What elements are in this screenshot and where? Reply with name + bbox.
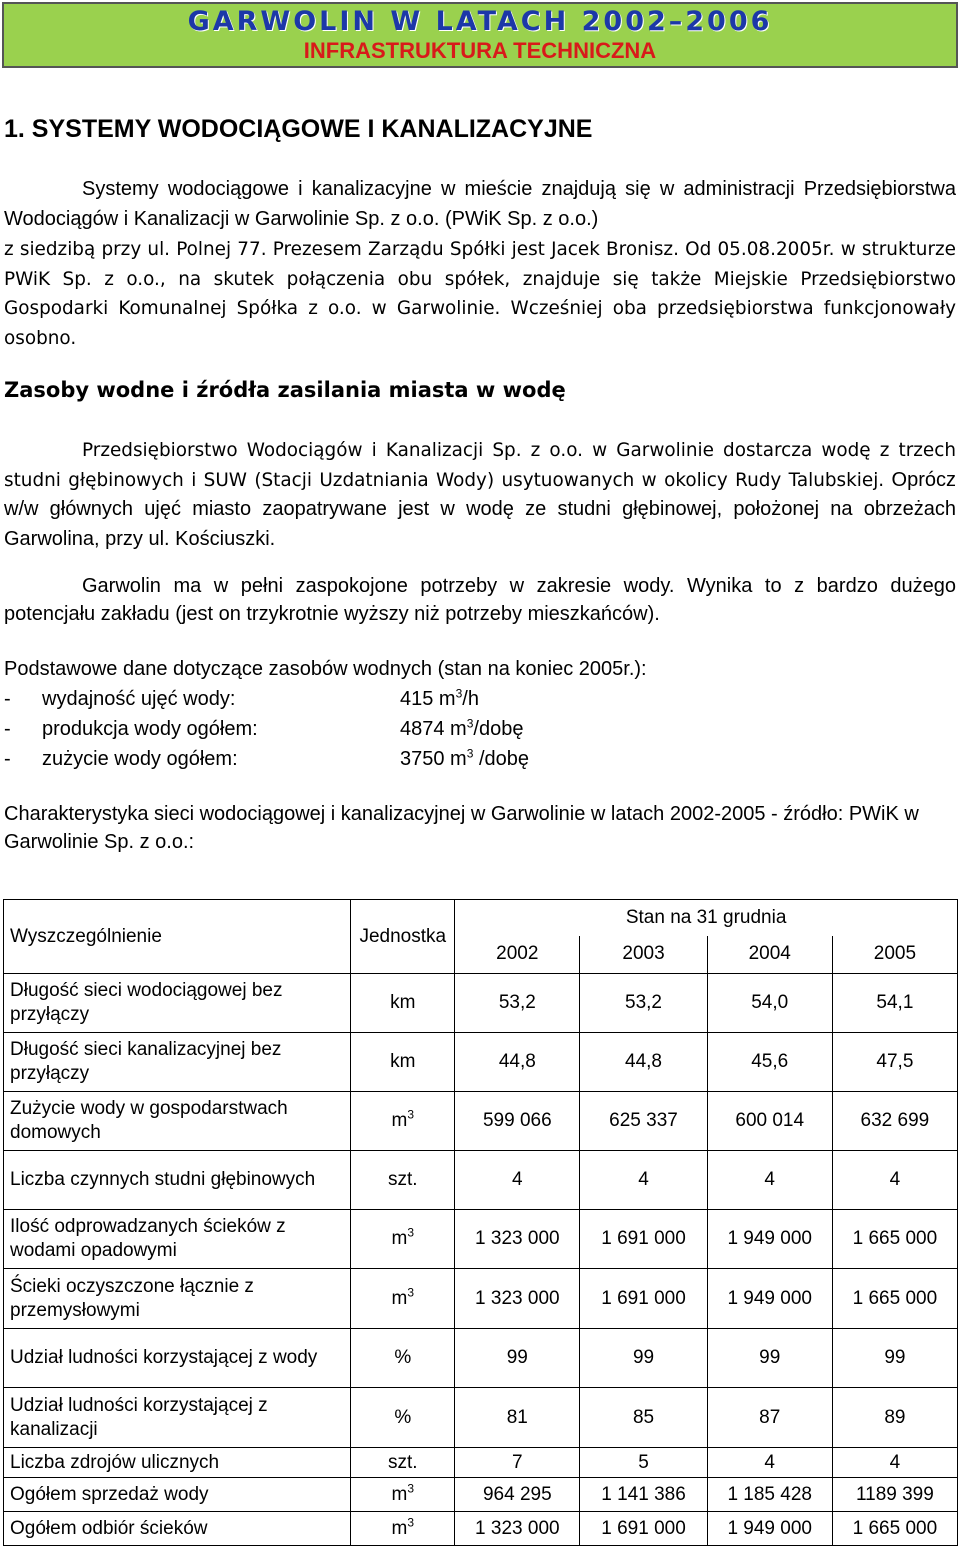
- stat-value-unit: /dobę: [473, 748, 530, 770]
- row-value: 1 323 000: [455, 1512, 580, 1546]
- row-value: 4: [580, 1151, 707, 1210]
- row-unit: [351, 974, 455, 1033]
- stat-label: produkcja wody ogółem:: [42, 718, 258, 740]
- water-paragraph-3: Podstawowe dane dotyczące zasobów wodnych (stan na koniec 2005r.):: [4, 658, 647, 680]
- water-paragraph-2: Garwolin ma w pełni zaspokojone potrzeby w zakresie wody. Wynika to z bardzo dużego potencjału zakładu (jest on trzykrotnie wyższy niż potrzeby mieszkańców).: [4, 575, 956, 625]
- row-label: Długość sieci kanalizacyjnej bez przyłączy: [4, 1033, 351, 1092]
- stat-value-unit: /dobę: [473, 718, 524, 740]
- row-value: 5: [580, 1448, 707, 1478]
- table-row: [4, 1269, 958, 1329]
- header-year: 2002: [455, 936, 580, 974]
- intro-paragraph-part2: z siedzibą przy ul. Polnej 77. Prezesem Zarządu Spółki jest Jacek Bronisz. Od 05.08.2005r. w strukturze PWiK Sp. z o.o., na skutek połączenia obu spółek, znajduje się także Miejskie Przedsiębiorstwo Gospodarki Komunalnej Spółka z o.o. w Garwolinie. Wcześniej oba przedsiębiorstwa funkcjonowały osobno.: [4, 239, 956, 349]
- row-unit-text: m: [391, 1228, 408, 1249]
- table-row: [4, 1092, 958, 1151]
- row-value: 53,2: [455, 974, 580, 1033]
- row-label: Długość sieci wodociągowej bez przyłączy: [4, 974, 351, 1033]
- row-unit: [351, 1448, 455, 1478]
- stat-value: [400, 714, 523, 744]
- table-row: [4, 1151, 958, 1210]
- intro-paragraph-part1: Systemy wodociągowe i kanalizacyjne w mieście znajdują się w administracji Przedsiębiorstwa Wodociągów i Kanalizacji w Garwolinie Sp. z o.o. (PWiK Sp. z o.o.): [4, 178, 956, 230]
- row-unit-text: km: [390, 1051, 416, 1072]
- row-value: 600 014: [707, 1092, 832, 1151]
- header-item: Wyszczególnienie: [4, 900, 351, 974]
- list-dash: -: [4, 748, 11, 770]
- table-row: [4, 1388, 958, 1448]
- row-label: Ogółem odbiór ścieków: [4, 1512, 351, 1546]
- row-unit: [351, 1478, 455, 1512]
- row-value: 1 691 000: [580, 1512, 707, 1546]
- stat-value-number: 4874 m: [400, 718, 467, 740]
- row-label: Liczba czynnych studni głębinowych: [4, 1151, 351, 1210]
- section-heading: 1. SYSTEMY WODOCIĄGOWE I KANALIZACYJNE: [4, 115, 593, 143]
- row-unit: [351, 1151, 455, 1210]
- row-unit-exponent: 3: [407, 1515, 415, 1530]
- row-value: 99: [580, 1329, 707, 1388]
- row-unit-text: szt.: [388, 1451, 418, 1473]
- table-row: [4, 1512, 958, 1546]
- table-caption: Charakterystyka sieci wodociągowej i kanalizacyjnej w Garwolinie w latach 2002-2005 - źródło: PWiK w Garwolinie Sp. z o.o.:: [4, 803, 919, 853]
- row-unit: [351, 1512, 455, 1546]
- header-year: 2003: [580, 936, 707, 974]
- table-row: [4, 974, 958, 1033]
- row-unit-text: km: [390, 992, 416, 1013]
- row-value: 599 066: [455, 1092, 580, 1151]
- row-value: 1189 399: [832, 1478, 957, 1512]
- banner-subtitle: INFRASTRUKTURA TECHNICZNA: [303, 38, 657, 63]
- row-value: 964 295: [455, 1478, 580, 1512]
- row-value: 47,5: [832, 1033, 957, 1092]
- row-value: 1 691 000: [580, 1210, 707, 1269]
- row-value: 89: [832, 1388, 957, 1448]
- row-value: 44,8: [455, 1033, 580, 1092]
- row-value: 81: [455, 1388, 580, 1448]
- row-label: Zużycie wody w gospodarstwach domowych: [4, 1092, 351, 1151]
- table-row: [4, 1033, 958, 1092]
- row-value: 4: [707, 1151, 832, 1210]
- row-unit-text: m: [391, 1483, 408, 1505]
- row-value: 54,1: [832, 974, 957, 1033]
- row-unit-text: m: [391, 1517, 408, 1539]
- banner-title: GARWOLIN W LATACH 2002–2006: [187, 6, 773, 37]
- row-label: Ścieki oczyszczone łącznie z przemysłowymi: [4, 1269, 351, 1329]
- row-value: 1 949 000: [707, 1210, 832, 1269]
- row-unit: [351, 1388, 455, 1448]
- header-group: Stan na 31 grudnia: [455, 900, 958, 936]
- table-row: [4, 1478, 958, 1512]
- row-label: Udział ludności korzystającej z wody: [4, 1329, 351, 1388]
- row-unit: [351, 1269, 455, 1329]
- row-unit-exponent: 3: [407, 1225, 415, 1240]
- row-unit-text: %: [394, 1406, 412, 1428]
- water-paragraph-1a: Przedsiębiorstwo Wodociągów i Kanalizacji Sp. z o.o. w Garwolinie dostarcza wodę z trzech studni głębinowych i SUW (Stacji Uzdatniania Wody) usytuowanych w okolicy Rudy Talubskiej.: [4, 440, 956, 491]
- row-value: 625 337: [580, 1092, 707, 1151]
- row-value: 1 949 000: [707, 1512, 832, 1546]
- row-unit-text: m: [391, 1287, 408, 1309]
- row-value: 44,8: [580, 1033, 707, 1092]
- row-value: 1 949 000: [707, 1269, 832, 1329]
- row-value: 4: [455, 1151, 580, 1210]
- row-value: 4: [832, 1151, 957, 1210]
- row-unit: [351, 1329, 455, 1388]
- row-value: 4: [707, 1448, 832, 1478]
- page-banner: [2, 2, 958, 68]
- row-label: Ogółem sprzedaż wody: [4, 1478, 351, 1512]
- row-unit: [351, 1092, 455, 1151]
- row-label: Ilość odprowadzanych ścieków z wodami opadowymi: [4, 1210, 351, 1269]
- list-dash: -: [4, 718, 11, 740]
- row-value: 99: [707, 1329, 832, 1388]
- stat-value-number: 3750 m: [400, 748, 467, 770]
- row-unit-text: szt.: [388, 1169, 418, 1190]
- row-unit: [351, 1210, 455, 1269]
- stat-value-unit: /h: [462, 688, 479, 710]
- stat-value: [400, 744, 529, 774]
- row-unit-exponent: 3: [407, 1285, 415, 1300]
- stat-value-exponent: 3: [466, 746, 474, 761]
- list-dash: -: [4, 688, 11, 710]
- row-value: 45,6: [707, 1033, 832, 1092]
- stat-value-number: 415 m: [400, 688, 456, 710]
- stat-value-exponent: 3: [455, 686, 463, 701]
- stat-value-exponent: 3: [466, 716, 474, 731]
- water-paragraph-1b: Oprócz w/w głównych ujęć miasto zaopatrywane jest w wodę ze studni głębinowej, położonej na obrzeżach Garwolina, przy ul. Kościuszki.: [4, 468, 956, 550]
- table-row: [4, 1448, 958, 1478]
- stat-label: zużycie wody ogółem:: [42, 748, 238, 770]
- water-heading: Zasoby wodne i źródła zasilania miasta w wodę: [4, 378, 566, 402]
- row-value: 1 323 000: [455, 1269, 580, 1329]
- row-unit-text: %: [394, 1347, 412, 1368]
- water-paragraph-1: [4, 436, 956, 554]
- header-year: 2004: [707, 936, 832, 974]
- row-value: 4: [832, 1448, 957, 1478]
- table-header-row: [4, 900, 958, 936]
- row-unit-exponent: 3: [407, 1481, 415, 1496]
- row-value: 632 699: [832, 1092, 957, 1151]
- table-row: [4, 1329, 958, 1388]
- row-label: Udział ludności korzystającej z kanalizacji: [4, 1388, 351, 1448]
- row-value: 7: [455, 1448, 580, 1478]
- header-unit: Jednostka: [351, 900, 455, 974]
- row-value: 99: [455, 1329, 580, 1388]
- row-value: 1 665 000: [832, 1210, 957, 1269]
- row-value: 1 323 000: [455, 1210, 580, 1269]
- row-unit: [351, 1033, 455, 1092]
- row-value: 85: [580, 1388, 707, 1448]
- row-value: 53,2: [580, 974, 707, 1033]
- row-value: 54,0: [707, 974, 832, 1033]
- row-value: 87: [707, 1388, 832, 1448]
- row-value: 1 691 000: [580, 1269, 707, 1329]
- network-table: [3, 899, 958, 1546]
- row-value: 1 665 000: [832, 1512, 957, 1546]
- row-unit-exponent: 3: [407, 1107, 415, 1122]
- row-label: Liczba zdrojów ulicznych: [4, 1448, 351, 1478]
- stat-label: wydajność ujęć wody:: [42, 688, 236, 710]
- stat-value: [400, 684, 479, 714]
- row-value: 1 185 428: [707, 1478, 832, 1512]
- row-value: 1 665 000: [832, 1269, 957, 1329]
- row-unit-text: m: [391, 1110, 408, 1131]
- header-year: 2005: [832, 936, 957, 974]
- row-value: 1 141 386: [580, 1478, 707, 1512]
- table-row: [4, 1210, 958, 1269]
- row-value: 99: [832, 1329, 957, 1388]
